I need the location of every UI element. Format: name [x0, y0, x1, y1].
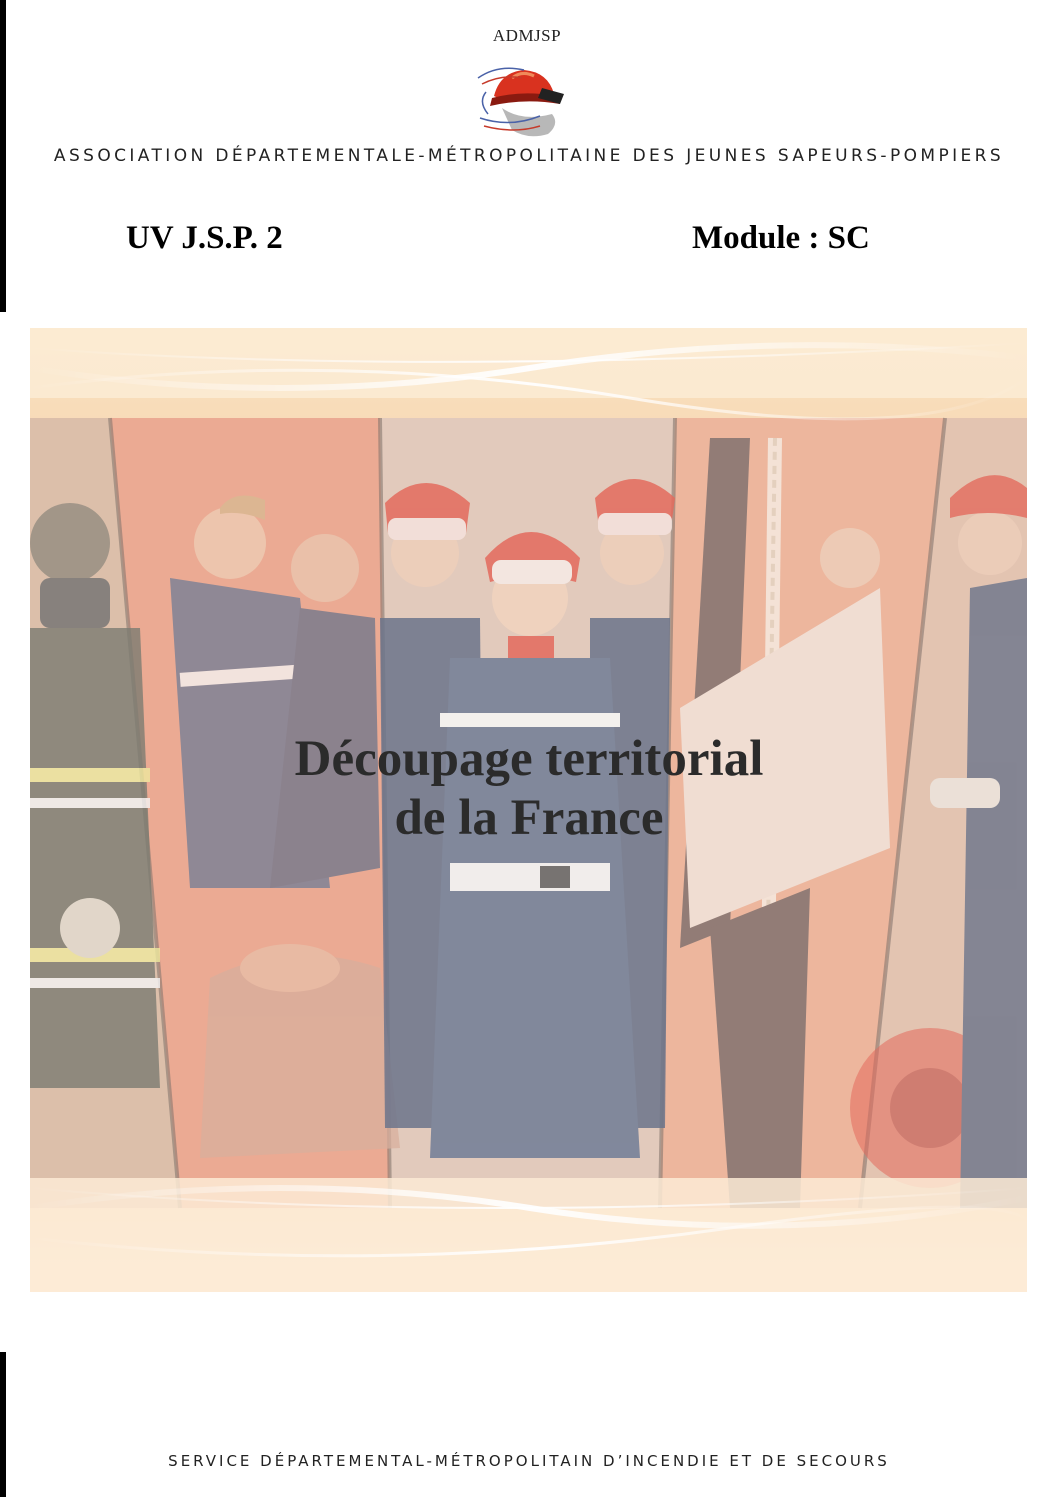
helmet-icon: [472, 48, 582, 148]
uv-label: UV J.S.P. 2: [126, 220, 283, 256]
association-name: ASSOCIATION DÉPARTEMENTALE-MÉTROPOLITAINE DES JEUNES SAPEURS-POMPIERS: [53, 146, 1005, 166]
admjsp-logo: [462, 20, 592, 150]
module-label: Module : SC: [692, 220, 870, 256]
logo-text: ADMJSP: [492, 26, 562, 45]
cover-title: [0, 730, 1058, 848]
cover-title-line-2: de la France: [394, 790, 664, 846]
left-edge-bar-bottom: [0, 1352, 6, 1497]
cover-title-line-1: Découpage territorial: [294, 731, 764, 787]
footer-service-name: SERVICE DÉPARTEMENTAL-MÉTROPOLITAIN D’INCENDIE ET DE SECOURS: [168, 1452, 890, 1470]
